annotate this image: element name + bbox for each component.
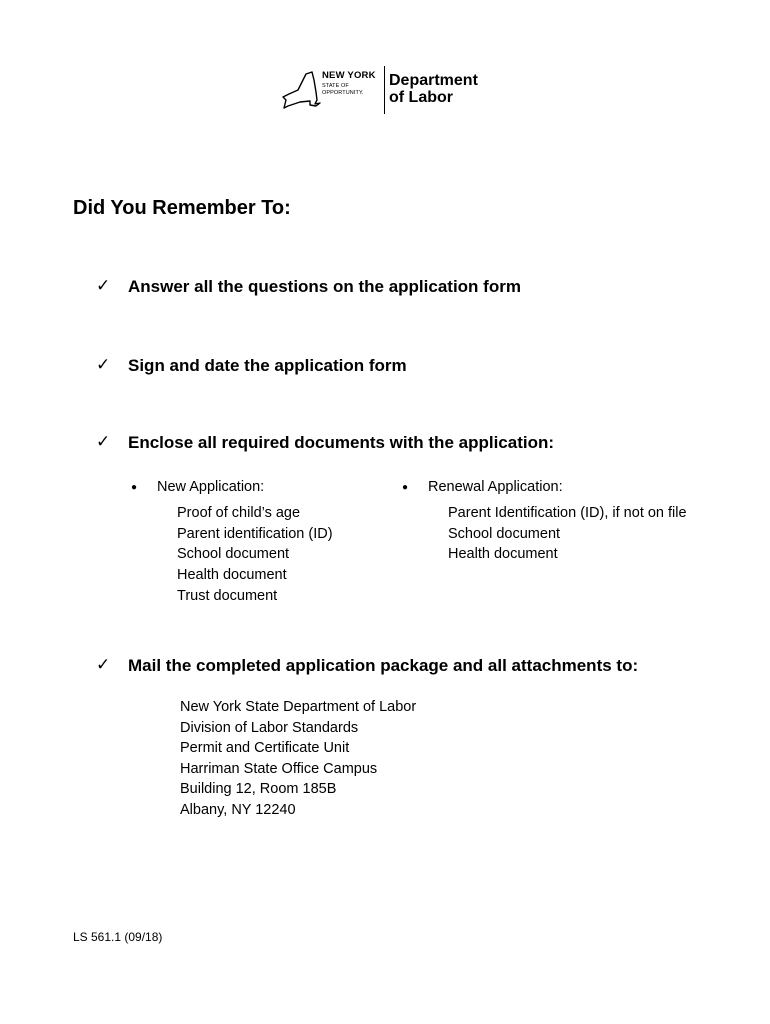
address-line: Harriman State Office Campus bbox=[180, 760, 378, 777]
list-item: Proof of child’s age bbox=[177, 505, 301, 521]
address-line: Division of Labor Standards bbox=[180, 719, 359, 736]
logo-state-name: NEW YORK bbox=[322, 70, 376, 81]
checklist-item-answer-questions: Answer all the questions on the application form bbox=[128, 277, 521, 296]
bullet-icon: ● bbox=[402, 482, 409, 493]
logo-tagline-2: OPPORTUNITY. bbox=[322, 90, 364, 96]
list-item: Trust document bbox=[177, 587, 278, 604]
list-item: School document bbox=[448, 525, 561, 542]
address-line: Permit and Certificate Unit bbox=[180, 740, 350, 756]
mailing-address bbox=[180, 697, 416, 820]
new-york-state-map-icon bbox=[280, 70, 322, 110]
checklist-item-sign-date: Sign and date the application form bbox=[128, 356, 407, 375]
form-number: LS 561.1 (09/18) bbox=[73, 930, 163, 944]
logo-dept-line-1: Department bbox=[389, 72, 478, 89]
checkmark-icon: ✓ bbox=[96, 276, 111, 295]
bullet-icon: ● bbox=[131, 482, 138, 493]
checkmark-icon: ✓ bbox=[96, 355, 111, 374]
list-item: Parent identification (ID) bbox=[177, 525, 333, 542]
address-line: Albany, NY 12240 bbox=[180, 801, 296, 818]
logo-divider bbox=[384, 66, 385, 114]
logo-tagline-1: STATE OF bbox=[322, 83, 349, 89]
list-item: Health document bbox=[177, 567, 287, 584]
checkmark-icon: ✓ bbox=[96, 655, 111, 674]
page-heading: Did You Remember To: bbox=[73, 197, 291, 219]
department-logo bbox=[280, 66, 490, 116]
address-line: Building 12, Room 185B bbox=[180, 781, 337, 797]
new-application-title: New Application: bbox=[157, 479, 265, 495]
list-item: Health document bbox=[448, 546, 558, 563]
checklist-item-enclose-documents: Enclose all required documents with the application: bbox=[128, 433, 555, 452]
list-item: Parent Identification (ID), if not on file bbox=[448, 505, 687, 521]
list-item: School document bbox=[177, 546, 290, 563]
checklist-item-mail-package: Mail the completed application package and all attachments to: bbox=[128, 656, 639, 675]
checkmark-icon: ✓ bbox=[96, 432, 111, 451]
renewal-application-title: Renewal Application: bbox=[428, 479, 563, 495]
address-line: New York State Department of Labor bbox=[180, 699, 417, 715]
logo-dept-line-2: of Labor bbox=[389, 89, 453, 106]
logo-department-name bbox=[389, 72, 478, 106]
